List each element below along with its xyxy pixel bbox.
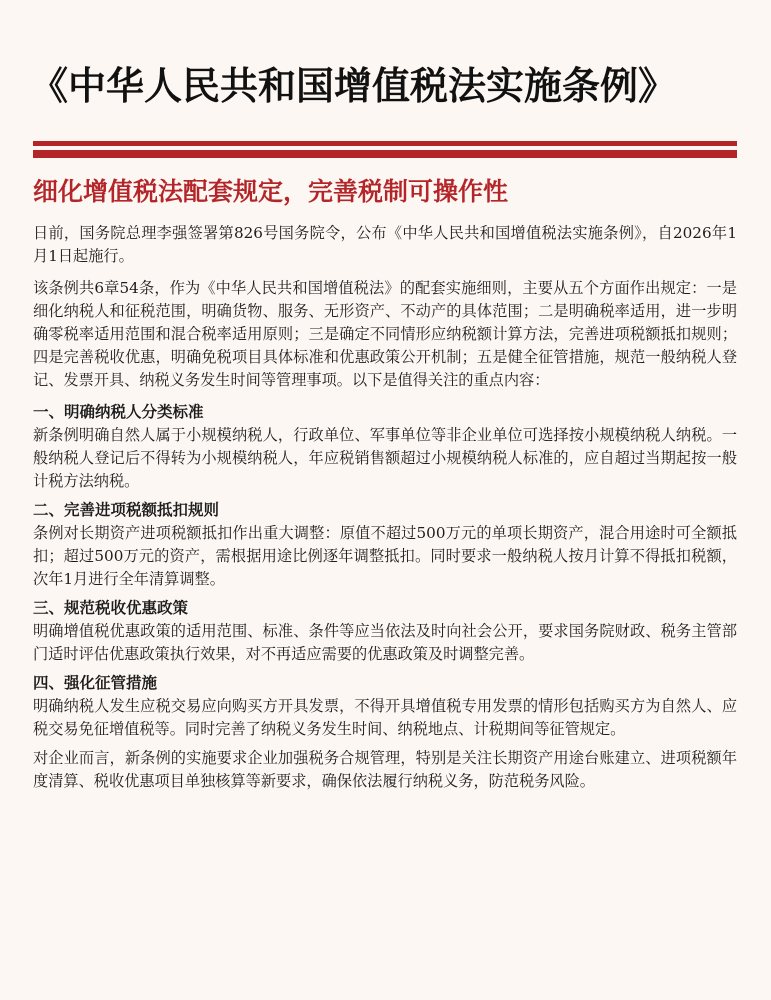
title-divider-thin <box>33 141 737 146</box>
section-body-3: 明确增值税优惠政策的适用范围、标准、条件等应当依法及时向社会公开，要求国务院财政、税务主管部门适时评估优惠政策执行效果，对不再适应需要的优惠政策及时调整完善。 <box>33 622 737 663</box>
section-body-2: 条例对长期资产进项税额抵扣作出重大调整：原值不超过500万元的单项长期资产，混合用途时可全额抵扣；超过500万元的资产，需根据用途比例逐年调整抵扣。同时要求一般纳税人按月计算不得抵扣税额，次年1月进行全年清算调整。 <box>33 524 737 588</box>
overview-paragraph: 该条例共6章54条，作为《中华人民共和国增值税法》的配套实施细则，主要从五个方面作出规定：一是细化纳税人和征税范围，明确货物、服务、无形资产、不动产的具体范围；二是明确税率适用，进一步明确零税率适用范围和混合税率适用原则；三是确定不同情形应纳税额计算方法，完善进项税额抵扣规则；四是完善税收优惠，明确免税项目具体标准和优惠政策公开机制；五是健全征管措施，规范一般纳税人登记、发票开具、纳税义务发生时间等管理事项。以下是值得关注的重点内容： <box>33 279 737 389</box>
intro-paragraph: 日前，国务院总理李强签署第826号国务院令，公布《中华人民共和国增值税法实施条例》，自2026年1月1日起施行。 <box>33 224 737 265</box>
section-heading-1: 一、明确纳税人分类标准 <box>33 403 204 421</box>
title-divider-thick <box>33 150 737 158</box>
section-heading-4: 四、强化征管措施 <box>33 674 158 692</box>
conclusion-paragraph: 对企业而言，新条例的实施要求企业加强税务合规管理，特别是关注长期资产用途台账建立、进项税额年度清算、税收优惠项目单独核算等新要求，确保依法履行纳税义务，防范税务风险。 <box>33 749 737 790</box>
section-body-4: 明确纳税人发生应税交易应向购买方开具发票，不得开具增值税专用发票的情形包括购买方为自然人、应税交易免征增值税等。同时完善了纳税义务发生时间、纳税地点、计税期间等征管规定。 <box>33 697 737 738</box>
section-body-1: 新条例明确自然人属于小规模纳税人，行政单位、军事单位等非企业单位可选择按小规模纳税人纳税。一般纳税人登记后不得转为小规模纳税人，年应税销售额超过小规模纳税人标准的，应自超过当期起按一般计税方法纳税。 <box>33 426 737 490</box>
section-subtitle: 细化增值税法配套规定，完善税制可操作性 <box>33 177 509 206</box>
page-title: 《中华人民共和国增值税法实施条例》 <box>30 64 677 108</box>
section-heading-3: 三、规范税收优惠政策 <box>33 599 189 617</box>
article-body <box>33 222 737 802</box>
section-heading-2: 二、完善进项税额抵扣规则 <box>33 501 220 519</box>
